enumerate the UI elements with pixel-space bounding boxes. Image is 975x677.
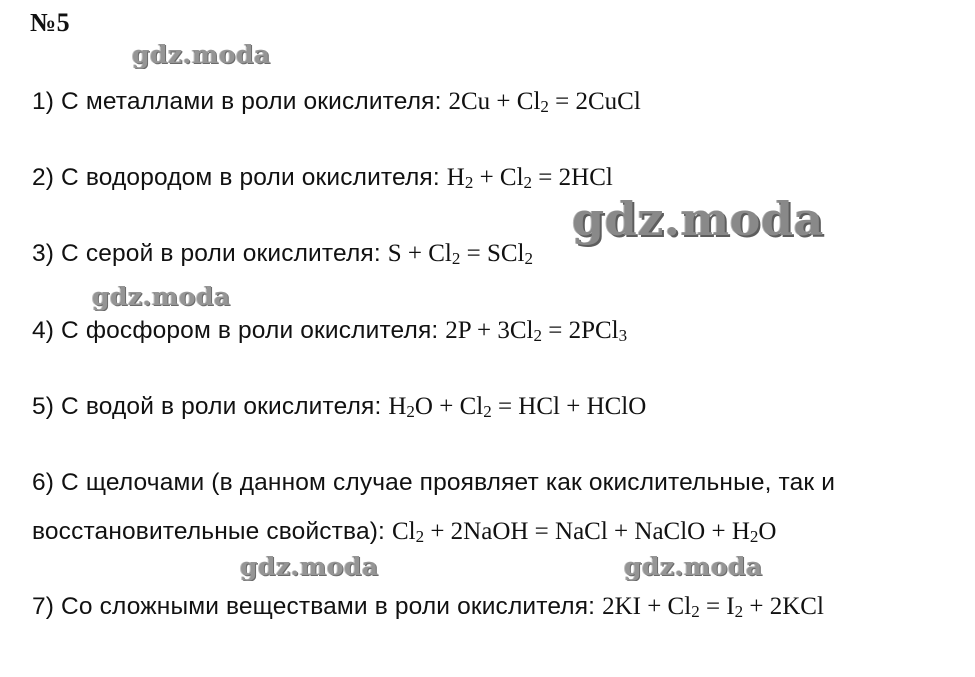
reaction-line-5 (32, 393, 646, 421)
chemical-equation: $2KI + Cl_2 = I_2 + 2KCl$ (602, 593, 824, 621)
reaction-line-3 (32, 240, 533, 268)
reaction-description: 3) С серой в роли окислителя: (32, 240, 388, 267)
reaction-line-1 (32, 88, 641, 116)
reaction-description: 7) Со сложными веществами в роли окислителя: (32, 593, 603, 620)
watermark: gdz.moda (240, 552, 379, 581)
reaction-description: восстановительные свойства): (32, 518, 392, 545)
reaction-description: 5) С водой в роли окислителя: (32, 393, 389, 420)
reaction-description: 6) С щелочами (в данном случае проявляет как окислительные, так и (32, 469, 836, 496)
watermark: gdz.moda (624, 552, 763, 581)
watermark: gdz.moda (92, 282, 231, 311)
reaction-line-2 (32, 164, 613, 192)
reaction-line-7 (32, 593, 824, 621)
reaction-line-6 (32, 469, 835, 497)
reaction-line-6-continued (32, 518, 776, 546)
reaction-description: 2) С водородом в роли окислителя: (32, 164, 447, 191)
page-title: №5 (30, 8, 71, 37)
chemical-equation: $S + Cl_2 = SCl_2$ (387, 240, 533, 268)
chemical-equation: $2P + 3Cl_2 = 2PCl_3$ (445, 317, 628, 345)
watermark: gdz.moda (132, 40, 271, 69)
chemical-equation: $H_2O + Cl_2$ = HCl + HClO (388, 393, 647, 421)
chemical-equation: $H_2 + Cl_2 = 2HCl$ (446, 164, 613, 192)
chemical-equation: $2Cu + Cl_2$ = 2CuCl (448, 88, 641, 116)
reaction-description: 4) С фосфором в роли окислителя: (32, 317, 446, 344)
reaction-line-4 (32, 317, 627, 345)
watermark: gdz.moda (572, 192, 824, 246)
chemical-equation: $Cl_2$ + 2NaOH = NaCl + NaClO + $H_2O$ (391, 518, 777, 546)
reaction-description: 1) С металлами в роли окислителя: (32, 88, 449, 115)
